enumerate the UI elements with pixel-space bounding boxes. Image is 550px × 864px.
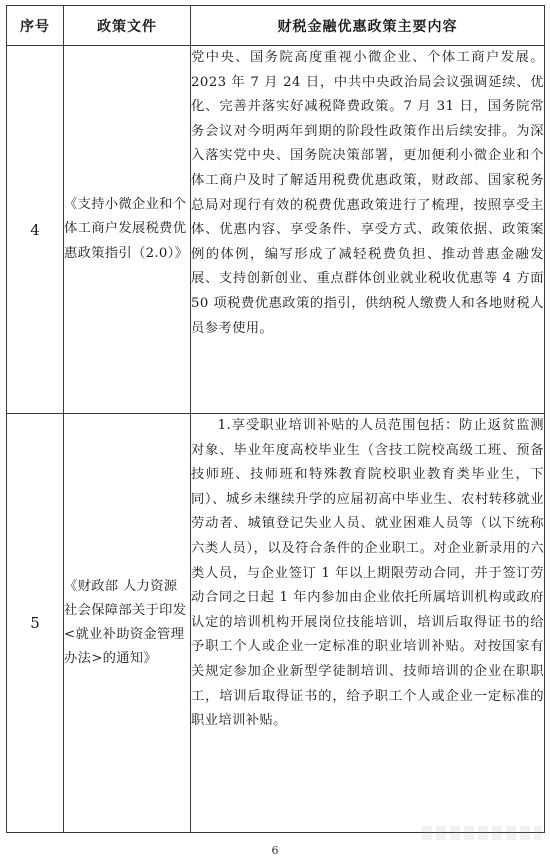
row-policy-document: 《财政部 人力资源社会保障部关于印发<就业补助资金管理办法>的通知》	[64, 414, 191, 833]
header-serial-number: 序号	[7, 6, 64, 46]
header-policy-document: 政策文件	[64, 6, 191, 46]
table-row	[7, 46, 545, 414]
row-serial-number: 5	[7, 414, 64, 833]
table-row	[7, 414, 545, 833]
row-serial-number: 4	[7, 46, 64, 414]
row-policy-content	[191, 414, 545, 833]
header-main-content: 财税金融优惠政策主要内容	[191, 6, 545, 46]
row-policy-content	[191, 46, 545, 414]
row-content-text: 1.享受职业培训补贴的人员范围包括：防止返贫监测对象、毕业年度高校毕业生（含技工院校高级工班、预备技师班、技师班和特殊教育院校职业教育类毕业生，下同）、城乡未继续升学的应届初高中毕业生、农村转移就业劳动者、城镇登记失业人员、就业困难人员等（以下统称六类人员），以及符合条件的企业职工。对企业新录用的六类人员，与企业签订 1 年以上期限劳动合同，并于签订劳动合同之日起 1 年内参加由企业依托所属培训机构或政府认定的培训机构开展岗位技能培训，培训后取得证书的给予职工个人或企业一定标准的职业培训补贴。对按国家有关规定参加企业新型学徒制培训、技师培训的企业在职职工，培训后取得证书的，给予职工个人或企业一定标准的职业培训补贴。	[191, 418, 544, 729]
row-content-text: 党中央、国务院高度重视小微企业、个体工商户发展。2023 年 7 月 24 日，中共中央政治局会议强调延续、优化、完善并落实好减税降费政策。7 月 31 日，国务院常务会议对今明两年到期的阶段性政策作出后续安排。为深入落实党中央、国务院决策部署，更加便利小微企业和个体工商户及时了解适用税费优惠政策，财政部、国家税务总局对现行有效的税费优惠政策进行了梳理，按照享受主体、优惠内容、享受条件、享受方式、政策依据、政策案例的体例，编写形成了减轻税费负担、推动普惠金融发展、支持创新创业、重点群体创业就业税收优惠等 4 方面 50 项税费优惠政策的指引，供纳税人缴费人和各地财税人员参考使用。	[191, 50, 544, 336]
page-number: 6	[271, 844, 279, 857]
table-header-row	[7, 6, 545, 46]
policy-table	[6, 5, 545, 833]
watermark-mark	[422, 826, 542, 840]
row-policy-document: 《支持小微企业和个体工商户发展税费优惠政策指引（2.0）》	[64, 46, 191, 414]
